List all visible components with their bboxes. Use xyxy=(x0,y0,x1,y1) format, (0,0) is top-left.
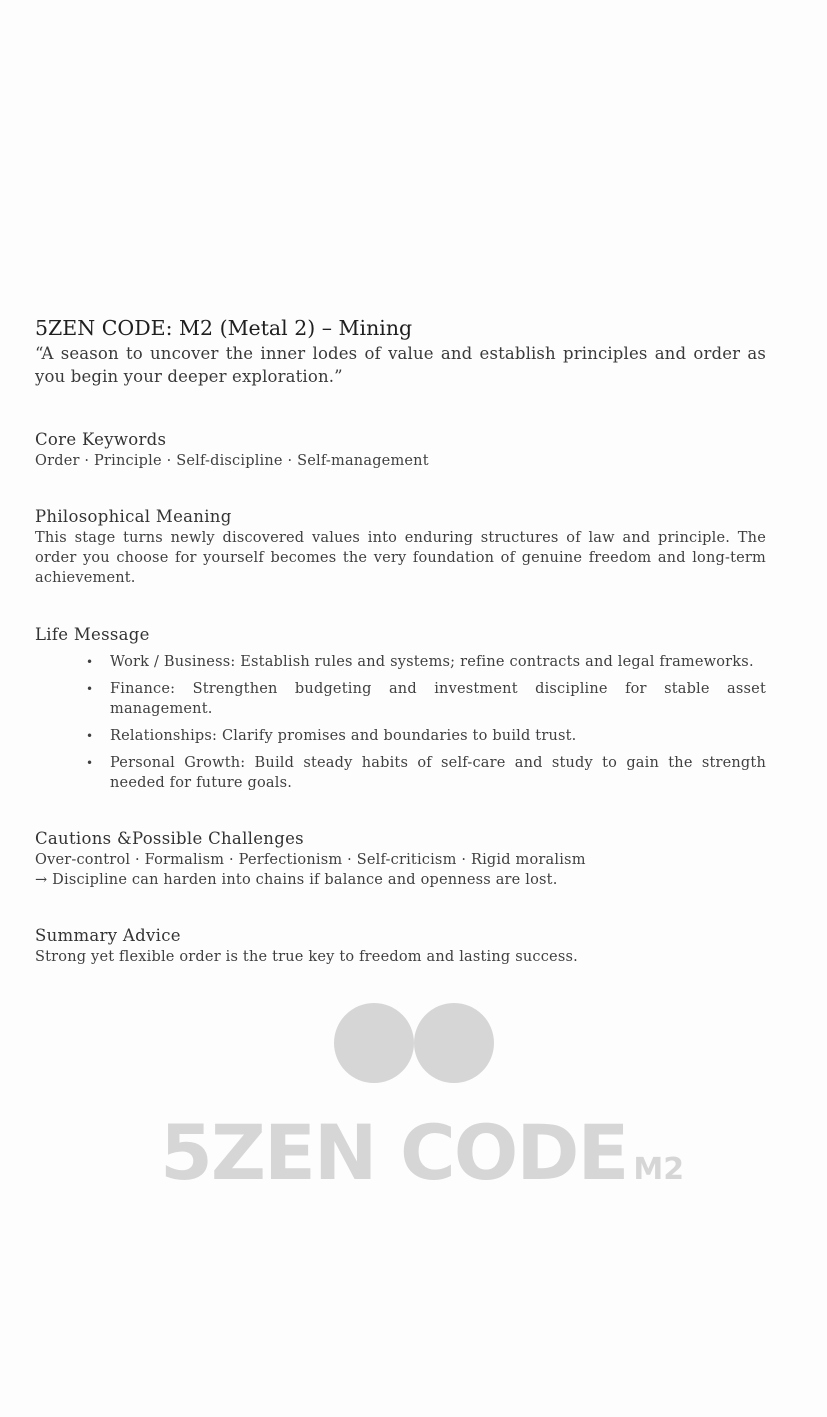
section-philosophical-meaning xyxy=(35,506,766,588)
document-title: 5ZEN CODE: M2 (Metal 2) – Mining xyxy=(35,316,413,340)
cautions-note: → Discipline can harden into chains if balance and openness are lost. xyxy=(35,872,558,888)
list-item-text: Relationships: Clarify promises and boundaries to build trust. xyxy=(110,728,577,744)
bullet-icon: • xyxy=(86,756,94,770)
section-heading: Core Keywords xyxy=(35,430,167,449)
bullet-icon: • xyxy=(86,682,94,696)
section-heading: Cautions &Possible Challenges xyxy=(35,829,304,848)
logo-circle-right-icon xyxy=(414,1003,494,1083)
life-message-list xyxy=(35,652,766,793)
bullet-icon: • xyxy=(86,655,94,669)
bullet-icon: • xyxy=(86,729,94,743)
summary-text: Strong yet flexible order is the true key to freedom and lasting success. xyxy=(35,949,578,965)
document-quote: “A season to uncover the inner lodes of value and establish principles and order as you begin your deeper exploration.” xyxy=(35,344,766,386)
list-item xyxy=(35,652,766,672)
philosophical-text: This stage turns newly discovered values into enduring structures of law and principle. The order you choose for yourself becomes the very foundation of genuine freedom and long-term achievement. xyxy=(35,530,766,586)
document xyxy=(35,314,766,967)
logo-circle-left-icon xyxy=(334,1003,414,1083)
brand-logo xyxy=(0,1003,827,1203)
core-keywords-text: Order · Principle · Self-discipline · Self-management xyxy=(35,453,429,469)
list-item xyxy=(35,753,766,793)
section-core-keywords xyxy=(35,429,766,471)
logo-code: M2 xyxy=(633,1152,685,1187)
list-item-text: Finance: Strengthen budgeting and investment discipline for stable asset management. xyxy=(110,681,766,717)
section-summary-advice xyxy=(35,925,766,967)
section-heading: Life Message xyxy=(35,625,150,644)
list-item-text: Work / Business: Establish rules and systems; refine contracts and legal frameworks. xyxy=(110,654,754,670)
cautions-keywords: Over-control · Formalism · Perfectionism · Self-criticism · Rigid moralism xyxy=(35,852,586,868)
list-item-text: Personal Growth: Build steady habits of self-care and study to gain the strength needed for future goals. xyxy=(110,755,766,791)
logo-wordmark-text: 5ZEN CODE xyxy=(160,1108,628,1197)
section-heading: Summary Advice xyxy=(35,926,181,945)
logo-wordmark xyxy=(160,1108,685,1210)
section-life-message xyxy=(35,624,766,793)
list-item xyxy=(35,726,766,746)
list-item xyxy=(35,679,766,719)
section-heading: Philosophical Meaning xyxy=(35,507,232,526)
section-cautions xyxy=(35,828,766,890)
